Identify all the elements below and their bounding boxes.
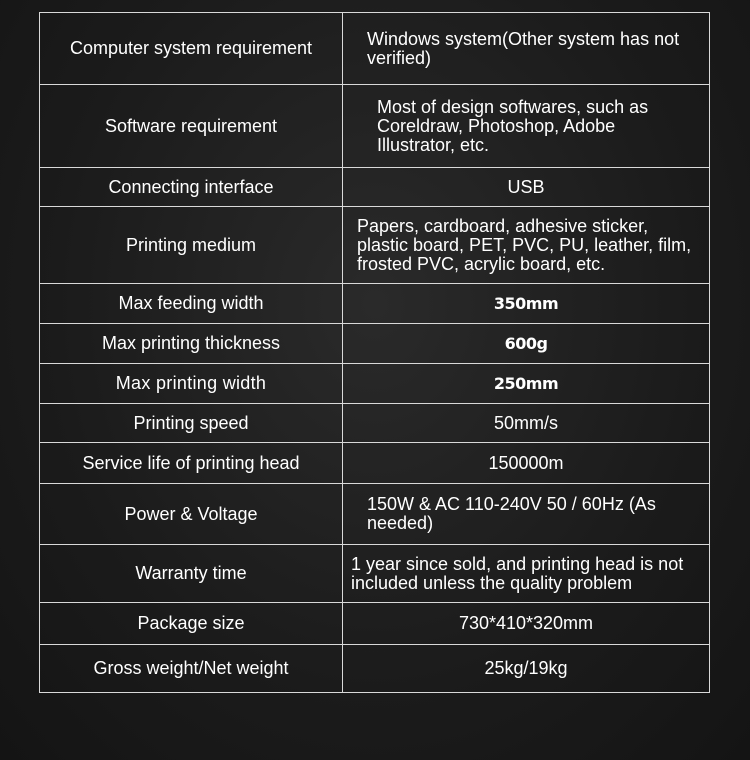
spec-label: Service life of printing head	[40, 443, 343, 484]
spec-value: 150000m	[343, 443, 710, 484]
table-row	[40, 85, 710, 168]
table-row	[40, 364, 710, 404]
spec-value: 1 year since sold, and printing head is not included unless the quality problem	[343, 545, 710, 603]
spec-label: Gross weight/Net weight	[40, 645, 343, 693]
spec-label: Software requirement	[40, 85, 343, 168]
spec-label: Connecting interface	[40, 168, 343, 207]
spec-value: Windows system(Other system has not verified)	[343, 13, 710, 85]
spec-value: Most of design softwares, such as Coreldraw, Photoshop, Adobe Illustrator, etc.	[343, 85, 710, 168]
spec-label: Max printing width	[40, 364, 343, 404]
spec-label: Max feeding width	[40, 284, 343, 324]
spec-value: 600g	[343, 324, 710, 364]
spec-label: Computer system requirement	[40, 13, 343, 85]
table-row	[40, 545, 710, 603]
spec-label: Package size	[40, 603, 343, 645]
spec-value: Papers, cardboard, adhesive sticker, plastic board, PET, PVC, PU, leather, film, frosted PVC, acrylic board, etc.	[343, 207, 710, 284]
table-row	[40, 168, 710, 207]
table-row	[40, 284, 710, 324]
table-row	[40, 443, 710, 484]
spec-value: USB	[343, 168, 710, 207]
spec-value: 350mm	[343, 284, 710, 324]
spec-value: 150W & AC 110-240V 50 / 60Hz (As needed)	[343, 484, 710, 545]
spec-value: 50mm/s	[343, 404, 710, 443]
spec-label: Printing medium	[40, 207, 343, 284]
spec-label: Max printing thickness	[40, 324, 343, 364]
spec-value: 730*410*320mm	[343, 603, 710, 645]
spec-value: 250mm	[343, 364, 710, 404]
table-row	[40, 484, 710, 545]
spec-label: Warranty time	[40, 545, 343, 603]
table-row	[40, 13, 710, 85]
table-row	[40, 207, 710, 284]
spec-table	[39, 12, 710, 693]
spec-label: Power & Voltage	[40, 484, 343, 545]
table-row	[40, 324, 710, 364]
table-row	[40, 603, 710, 645]
spec-label: Printing speed	[40, 404, 343, 443]
table-row	[40, 404, 710, 443]
table-row	[40, 645, 710, 693]
spec-value: 25kg/19kg	[343, 645, 710, 693]
